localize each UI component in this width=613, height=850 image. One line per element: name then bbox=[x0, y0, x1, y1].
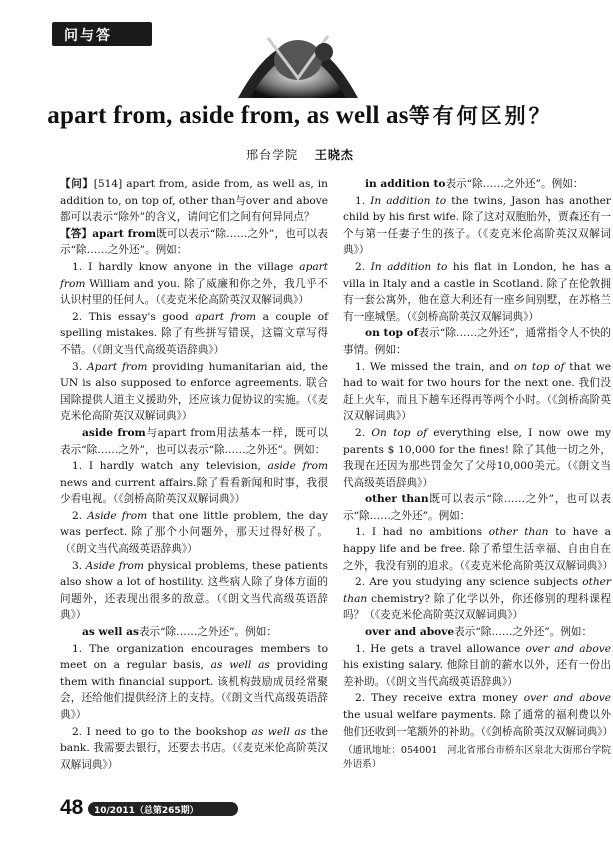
example-sentence bbox=[343, 524, 611, 574]
example-sentence bbox=[60, 641, 328, 724]
example-pre: 1. I had no ambitions bbox=[355, 526, 489, 539]
page-footer bbox=[60, 796, 260, 820]
article-title bbox=[0, 100, 600, 130]
term: on top of bbox=[365, 327, 419, 340]
title-english: apart from, aside from, as well as bbox=[47, 102, 409, 129]
term-definition: 表示“除……之外还”。例如： bbox=[454, 626, 593, 639]
example-sentence bbox=[60, 359, 328, 425]
example-term: aside from bbox=[267, 460, 329, 473]
example-pre: 1. I hardly know anyone in the village bbox=[72, 260, 300, 273]
example-post: chemistry? 除了化学以外，你还修别的理科课程吗？（《麦克米伦高阶英汉双解词典》） bbox=[343, 592, 611, 622]
example-sentence bbox=[60, 458, 328, 508]
example-post: William and you. 除了威廉和你之外，我几乎不认识村里的任何人。（《麦克米伦高阶英汉双解词典》） bbox=[60, 277, 328, 307]
example-term: apart from bbox=[60, 260, 328, 290]
affiliation: 邢台学院 bbox=[246, 148, 299, 162]
term-heading bbox=[343, 491, 611, 524]
term-heading bbox=[343, 624, 611, 641]
example-pre: 1. The organization encourages members to meet on a regular basis, bbox=[60, 642, 328, 672]
term-definition: 表示“除……之外还”，通常指令人不快的事情。例如： bbox=[343, 327, 611, 356]
term-heading bbox=[343, 325, 611, 358]
example-post: the usual welfare payments. 除了通常的福利费以外他们还收到一笔额外的补助。（《剑桥高阶英汉双解词典》） bbox=[343, 709, 613, 738]
example-post: news and current affairs.除了看看新闻和时事，我很少看电视。（《剑桥高阶英汉双解词典》） bbox=[60, 476, 328, 506]
example-term: as well as bbox=[251, 725, 307, 738]
example-sentence bbox=[60, 309, 328, 359]
term-heading bbox=[60, 624, 328, 641]
example-term: Aside from bbox=[85, 559, 144, 572]
example-sentence bbox=[343, 690, 611, 740]
example-term: Aside from bbox=[87, 509, 148, 522]
question-paragraph bbox=[60, 176, 328, 226]
term-heading bbox=[343, 176, 611, 193]
example-pre: 3. bbox=[72, 559, 86, 572]
example-post: his existing salary. 他除目前的薪水以外，还有一份出差补助。（《朗文当代高级英语辞典》） bbox=[343, 659, 611, 688]
example-post: providing them with financial support. 该机构鼓励成员经常聚会，还给他们提供经济上的支持。（《朗文当代高级英语辞典》） bbox=[60, 659, 328, 721]
example-pre: 2. bbox=[355, 426, 372, 439]
example-post: the bank. 我需要去银行，还要去书店。（《麦克米伦高阶英汉双解词典》） bbox=[60, 725, 328, 771]
right-column bbox=[343, 176, 611, 772]
answer-paragraph bbox=[60, 226, 328, 259]
example-post: everything else, I now owe my parents $ 10,000 for the fines! 除了其他一切之外，我现在还因为那些罚金欠了父母10,000美元。（《朗文当代高级英语辞典》） bbox=[343, 426, 611, 489]
title-chinese: 等有何区别？ bbox=[408, 104, 553, 128]
example-sentence bbox=[343, 425, 611, 491]
example-term: On top of bbox=[371, 426, 428, 439]
header-band bbox=[0, 0, 600, 100]
term: other than bbox=[365, 493, 429, 506]
example-sentence bbox=[343, 641, 611, 691]
example-post: physical problems, these patients also show a lot of hostility. 这些病人除了身体方面的问题外，还表现出很多的敌意。（《朗文当代高级英语辞典》） bbox=[60, 559, 328, 622]
example-term: as well as bbox=[210, 659, 270, 672]
example-pre: 1. We missed the train, and bbox=[355, 360, 514, 373]
example-sentence bbox=[343, 574, 611, 624]
example-pre: 2. Are you studying any science subjects bbox=[355, 576, 583, 589]
term: aside from bbox=[82, 426, 146, 439]
example-term: other than bbox=[488, 526, 549, 539]
example-post: that we had to wait for two hours for the next one. 我们没赶上火车，而且下趟车还得再等两个小时。（《剑桥高阶英汉双解词典》） bbox=[343, 360, 611, 423]
example-pre: 2. They receive extra money bbox=[355, 692, 524, 705]
term: as well as bbox=[82, 626, 139, 639]
example-term: over and above bbox=[525, 642, 611, 655]
example-post: his flat in London, he has a villa in Italy and a castle in Scotland. 除了在伦敦拥有一套公寓外，他在意大利还有一座乡间别墅，在苏格兰有一座城堡。（《剑桥高阶英汉双解词典》） bbox=[343, 260, 611, 323]
example-term: Apart from bbox=[87, 360, 148, 373]
term-heading bbox=[60, 425, 328, 458]
page-number: 48 bbox=[60, 796, 84, 819]
example-pre: 2. bbox=[72, 509, 88, 522]
term: in addition to bbox=[365, 178, 446, 190]
term-definition: 表示“除……之外还”。例如： bbox=[445, 178, 584, 190]
example-term: over and above bbox=[523, 692, 611, 705]
column-tag: 问与答 bbox=[52, 22, 152, 46]
example-pre: 2. This essay's good bbox=[72, 310, 196, 323]
example-post: a couple of spelling mistakes. 除了有些拼写错误，这篇文章写得不错。（《朗文当代高级英语辞典》） bbox=[60, 310, 328, 356]
term-definition: 与apart from用法基本一样，既可以表示“除……之外”，也可以表示“除……之外还”。例如： bbox=[60, 426, 328, 456]
term-definition: 既可以表示“除……之外”，也可以表示“除……之外还”。例如： bbox=[343, 493, 611, 522]
example-post: providing humanitarian aid, the UN is also supposed to enforce agreements. 联合国除提供人道主义援助外，还应该力促协议的实施。（《麦克米伦高阶英汉双解词典》） bbox=[60, 360, 328, 423]
byline bbox=[0, 146, 600, 163]
para-text: 既可以表示“除……之外”，也可以表示“除……之外还”。例如： bbox=[60, 227, 328, 257]
example-sentence bbox=[343, 259, 611, 325]
para-label: 【问】 bbox=[60, 178, 94, 190]
example-term: other than bbox=[343, 576, 611, 605]
example-sentence bbox=[60, 724, 328, 774]
example-sentence bbox=[60, 508, 328, 558]
example-post: that one little problem, the day was perfect. 除了那个小问题外，那天过得好极了。（《朗文当代高级英语辞典》） bbox=[60, 509, 328, 556]
example-pre: 2. I need to go to the bookshop bbox=[72, 725, 252, 738]
left-column bbox=[60, 176, 328, 773]
example-sentence bbox=[343, 359, 611, 425]
para-text: [514] apart from, aside from, as well as, in addition to, on top of, other than与over and above都可以表示“除外”的含义，请问它们之间有何异同点？ bbox=[60, 178, 329, 224]
term-definition: 表示“除……之外还”。例如： bbox=[138, 626, 277, 639]
term: over and above bbox=[365, 626, 455, 639]
example-pre: 1. bbox=[355, 194, 371, 207]
issue-label: 10/2011（总第265期） bbox=[88, 802, 238, 816]
para-label: 【答】 bbox=[60, 227, 93, 240]
example-post: to have a happy life and be free. 除了希望生活幸福、自由自在之外，我没有别的追求。（《麦克米伦高阶英汉双解词典》） bbox=[343, 526, 613, 572]
example-pre: 1. He gets a travel allowance bbox=[355, 642, 526, 655]
example-term: apart from bbox=[195, 310, 257, 323]
example-post: the twins, Jason has another child by his first wife. 除了这对双胞胎外，贾森还有一个与第一任妻子生的孩子。（《麦克米伦高阶英汉双解词典》） bbox=[343, 194, 611, 257]
author-name: 王晓杰 bbox=[314, 148, 354, 162]
example-term: on top of bbox=[513, 360, 565, 373]
contact-address: （通讯地址：054001 河北省邢台市桥东区泉北大街邢台学院外语系） bbox=[343, 745, 611, 771]
example-pre: 3. bbox=[72, 360, 88, 373]
term: apart from bbox=[92, 227, 157, 240]
example-sentence bbox=[343, 193, 611, 259]
example-sentence bbox=[60, 259, 328, 309]
example-sentence bbox=[60, 558, 328, 624]
example-pre: 1. I hardly watch any television, bbox=[72, 460, 268, 473]
example-pre: 2. bbox=[355, 260, 371, 273]
example-term: In addition to bbox=[370, 194, 447, 207]
header-illustration bbox=[228, 8, 368, 98]
example-term: In addition to bbox=[370, 260, 448, 273]
